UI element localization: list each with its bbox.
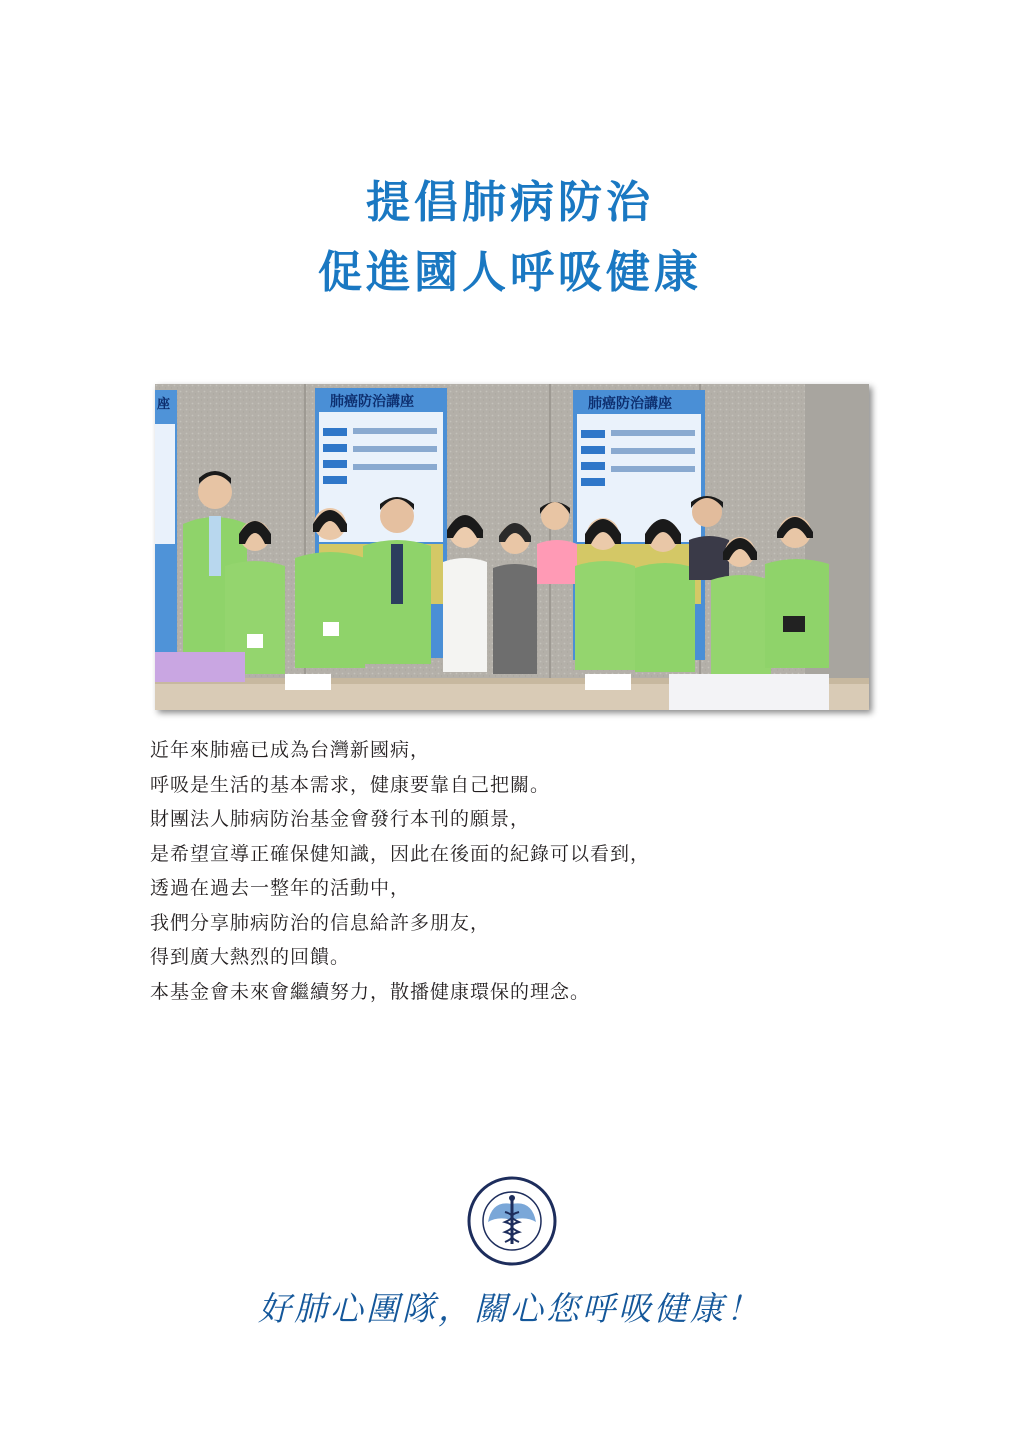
body-line: 我們分享肺病防治的信息給許多朋友， [150, 911, 491, 934]
slogan: 好肺心團隊，關心您呼吸健康！ [258, 1289, 762, 1328]
page-title-line-1: 提倡肺病防治 [366, 177, 654, 228]
body-line: 呼吸是生活的基本需求，健康要靠自己把關。 [150, 773, 551, 796]
page-title-line-2: 促進國人呼吸健康 [318, 247, 702, 298]
body-line: 本基金會未來會繼續努力，散播健康環保的理念。 [150, 980, 591, 1003]
group-photo [155, 384, 869, 710]
body-line: 財團法人肺病防治基金會發行本刊的願景， [150, 808, 531, 830]
body-line: 近年來肺癌已成為台灣新國病， [150, 739, 431, 761]
poster-left-partial [155, 390, 177, 660]
poster-center-title: 肺癌防治講座 [330, 394, 414, 410]
body-line: 得到廣大熱烈的回饋。 [150, 946, 351, 968]
body-line: 透過在過去一整年的活動中， [150, 877, 411, 899]
foundation-logo [467, 1176, 557, 1266]
poster-right-title: 肺癌防治講座 [588, 396, 672, 412]
body-line: 是希望宣導正確保健知識，因此在後面的紀錄可以看到， [150, 842, 651, 865]
poster-left-title: 座 [157, 397, 171, 412]
body-paragraph [150, 733, 870, 1009]
